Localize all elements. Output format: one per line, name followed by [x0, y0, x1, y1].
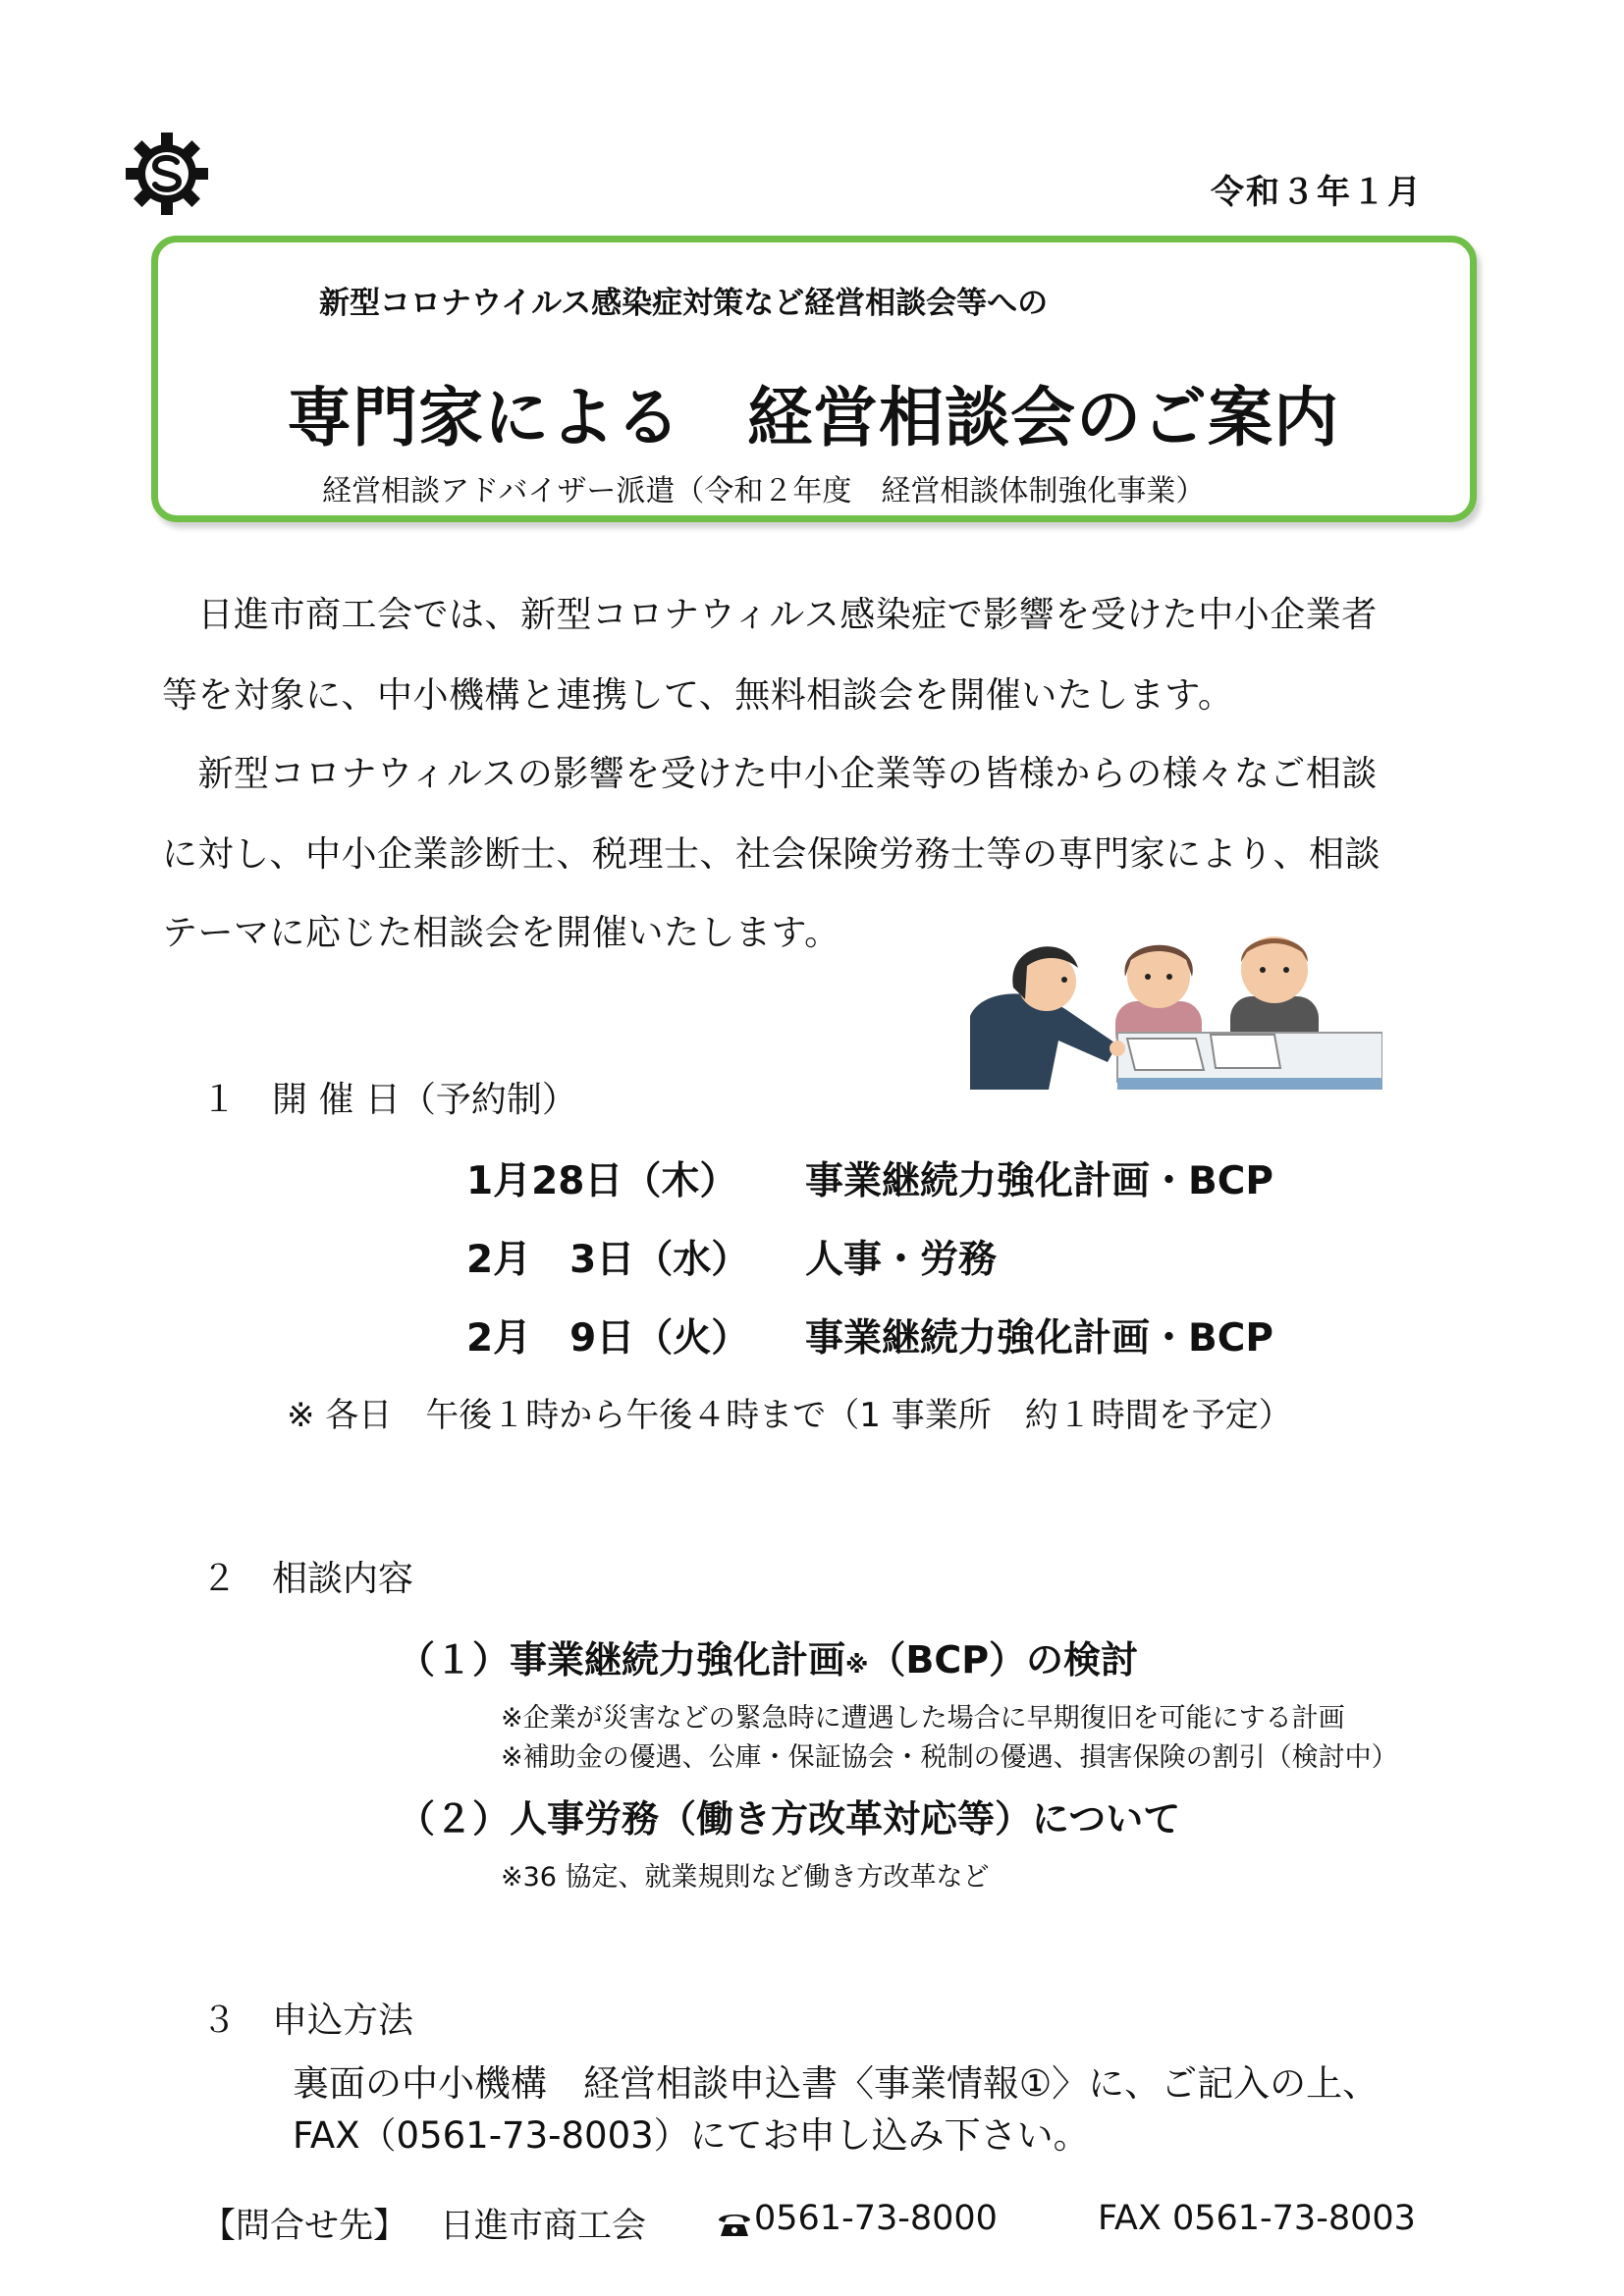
contact-label: 【問合せ先】: [201, 2207, 408, 2246]
schedule-topic: 事業継続力強化計画・BCP: [805, 1316, 1273, 1361]
contact-org: 日進市商工会: [440, 2207, 647, 2246]
contact-phone[interactable]: 0561-73-8000: [754, 2199, 998, 2238]
schedule-date: 1月28日（木）: [466, 1159, 738, 1203]
consult-item-note: ※補助金の優遇、公庫・保証協会・税制の優遇、損害保険の割引（検討中）: [501, 1742, 1398, 1773]
intro-line: に対し、中小企業診断士、税理士、社会保険労務士等の専門家により、相談: [162, 834, 1381, 875]
consult-item-note: ※36 協定、就業規則など働き方改革など: [501, 1862, 990, 1893]
intro-line: 日進市商工会では、新型コロナウィルス感染症で影響を受けた中小企業者: [162, 595, 1378, 635]
consult-item-heading: [398, 1629, 1138, 1683]
main-title: 専門家による 経営相談会のご案内: [287, 380, 1339, 455]
telephone-icon: [717, 2209, 752, 2238]
schedule-date: 2月 9日（火）: [466, 1316, 750, 1361]
section-3-heading: ３ 申込方法: [201, 2001, 414, 2041]
consult-item-note: ※企業が災害などの緊急時に遭遇した場合に早期復旧を可能にする計画: [501, 1703, 1345, 1734]
gear-s-logo-icon: [118, 130, 216, 218]
intro-line: 等を対象に、中小機構と連携して、無料相談会を開催いたします。: [162, 675, 1234, 716]
sub-title: 経営相談アドバイザー派遣（令和２年度 経営相談体制強化事業）: [322, 474, 1206, 508]
consultation-meeting-illustration-icon: [970, 923, 1382, 1092]
consult-item-heading: （２）人事労務（働き方改革対応等）について: [398, 1797, 1181, 1841]
schedule-date: 2月 3日（水）: [466, 1238, 750, 1282]
section-2-heading: ２ 相談内容: [201, 1559, 414, 1599]
application-line: 裏面の中小機構 経営相談申込書〈事業情報①〉に、ご記入の上、: [293, 2062, 1380, 2105]
issue-date: 令和３年１月: [1211, 173, 1423, 212]
footnote-mark: ※: [845, 1651, 869, 1679]
schedule-note: ※ 各日 午後１時から午後４時まで（1 事業所 約１時間を予定）: [287, 1396, 1292, 1435]
schedule-row: [466, 1150, 1273, 1205]
consult-item-title-suffix: （BCP）の検討: [868, 1638, 1139, 1682]
pre-title: 新型コロナウイルス感染症対策など経営相談会等への: [319, 286, 1049, 321]
schedule-topic: 人事・労務: [805, 1238, 998, 1282]
section-1-heading: １ 開 催 日（予約制）: [201, 1080, 577, 1120]
intro-line: 新型コロナウィルスの影響を受けた中小企業等の皆様からの様々なご相談: [162, 754, 1378, 794]
contact-fax: FAX 0561-73-8003: [1098, 2199, 1416, 2238]
application-line: FAX（0561-73-8003）にてお申し込み下さい。: [293, 2114, 1090, 2157]
schedule-topic: 事業継続力強化計画・BCP: [805, 1159, 1273, 1203]
intro-line: テーマに応じた相談会を開催いたします。: [162, 913, 840, 953]
schedule-row: [466, 1308, 1273, 1362]
consult-item-title: （１）事業継続力強化計画: [398, 1638, 846, 1682]
schedule-row: [466, 1229, 997, 1284]
